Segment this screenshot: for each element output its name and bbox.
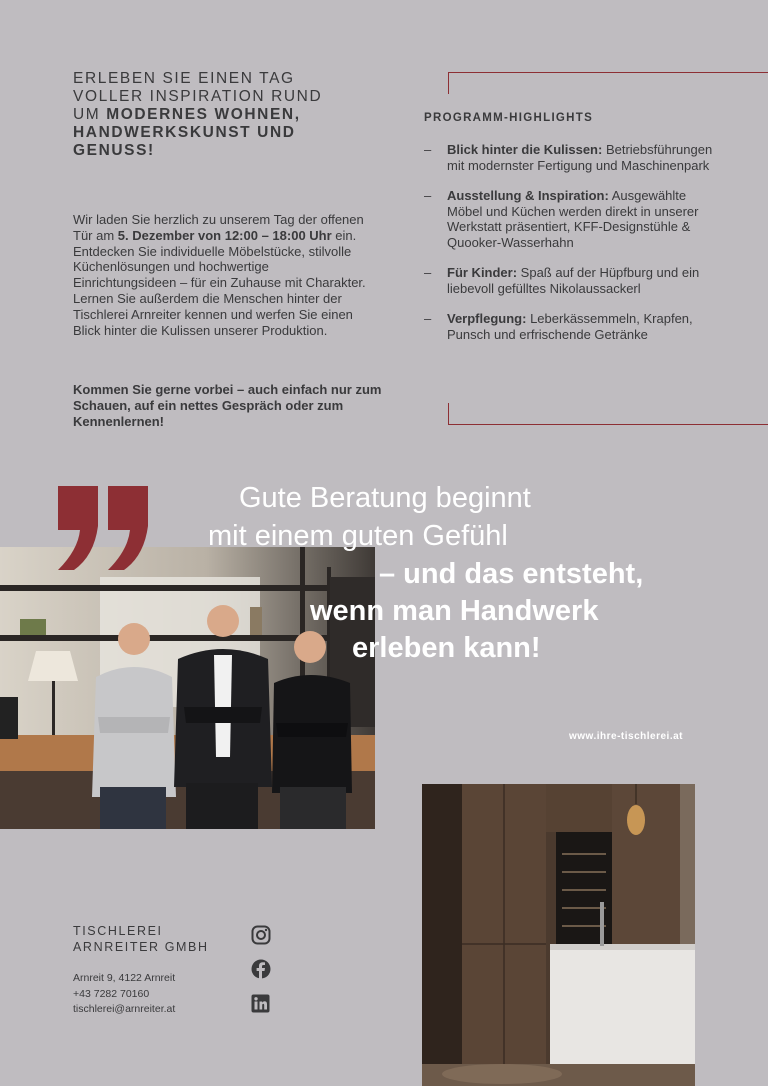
program-title: PROGRAMM-HIGHLIGHTS (424, 112, 594, 124)
list-dash: – (424, 311, 432, 326)
quote-line-1: Gute Beratung beginnt (239, 482, 531, 514)
program-item (424, 188, 724, 250)
program-item-label: Ausstellung & Inspiration: (447, 188, 609, 203)
website-link[interactable]: www.ihre-tischlerei.at (569, 731, 683, 742)
program-item-label: Für Kinder: (447, 265, 518, 280)
program-item (424, 265, 724, 296)
program-item-text: Ausgewählte Möbel und Küchen werden direkt in unserer Werkstatt präsentiert, KFF-Designstühle & Quooker-Wasserhahn (447, 188, 699, 250)
frame-bottom-bracket (448, 403, 768, 425)
email[interactable]: tischlerei@arnreiter.at (73, 1003, 176, 1015)
contact-info (73, 971, 175, 1018)
intro-headline (73, 70, 343, 160)
frame-top-bracket (448, 72, 768, 94)
quote-line-3: – und das entsteht, (379, 558, 644, 590)
company-name-line-1: TISCHLEREI (73, 924, 163, 938)
list-dash: – (424, 142, 432, 157)
linkedin-icon[interactable] (251, 994, 271, 1014)
instagram-icon[interactable] (251, 925, 271, 945)
program-item-label: Verpflegung: (447, 311, 527, 326)
quote-mark-icon (52, 484, 154, 572)
program-item-text: Leberkässemmeln, Krapfen, Punsch und erfrischende Getränke (447, 311, 693, 342)
program-item (424, 311, 724, 342)
program-item-text: Betriebsführungen mit modernster Fertigung und Maschinenpark (447, 142, 713, 173)
program-item-text: Spaß auf der Hüpfburg und ein liebevoll gefülltes Nikolaussackerl (447, 265, 700, 296)
intro-headline-light: ERLEBEN SIE EINEN TAG VOLLER INSPIRATION RUND UM (73, 70, 323, 123)
intro-cta: Kommen Sie gerne vorbei – auch einfach nur zum Schauen, auf ein nettes Gespräch oder zum Kennenlernen! (73, 382, 382, 429)
company-name (73, 924, 209, 955)
address: Arnreit 9, 4122 Arnreit (73, 972, 176, 984)
list-dash: – (424, 188, 432, 203)
program-list (424, 142, 724, 357)
intro-headline-bold: MODERNES WOHNEN, HANDWERKSKUNST UND GENUSS! (73, 106, 301, 159)
intro-paragraph (73, 212, 373, 338)
intro-date: 5. Dezember von 12:00 – 18:00 Uhr (117, 227, 332, 243)
kitchen-photo (422, 784, 695, 1086)
intro-text-2: ein. Entdecken Sie individuelle Möbelstücke, stilvolle Küchenlösungen und hochwertige Einrichtungsideen – für ein Zuhause mit Charakter. Lernen Sie außerdem die Menschen hinter der Tischlerei Arnreiter kennen und werfen Sie einen Blick hinter die Kulissen unserer Produktion. (73, 227, 366, 338)
quote-line-2: mit einem guten Gefühl (208, 520, 508, 552)
company-name-line-2: ARNREITER GMBH (73, 939, 209, 954)
team-photo (0, 547, 375, 829)
program-item (424, 142, 724, 173)
phone[interactable]: +43 7282 70160 (73, 987, 150, 1000)
program-item-label: Blick hinter die Kulissen: (447, 142, 603, 157)
facebook-icon[interactable] (251, 959, 271, 979)
intro-text-1: Wir laden Sie herzlich zu unserem Tag der offenen Tür am (73, 212, 364, 243)
quote-line-5: erleben kann! (352, 632, 541, 664)
quote-line-4: wenn man Handwerk (310, 595, 599, 627)
list-dash: – (424, 265, 432, 280)
